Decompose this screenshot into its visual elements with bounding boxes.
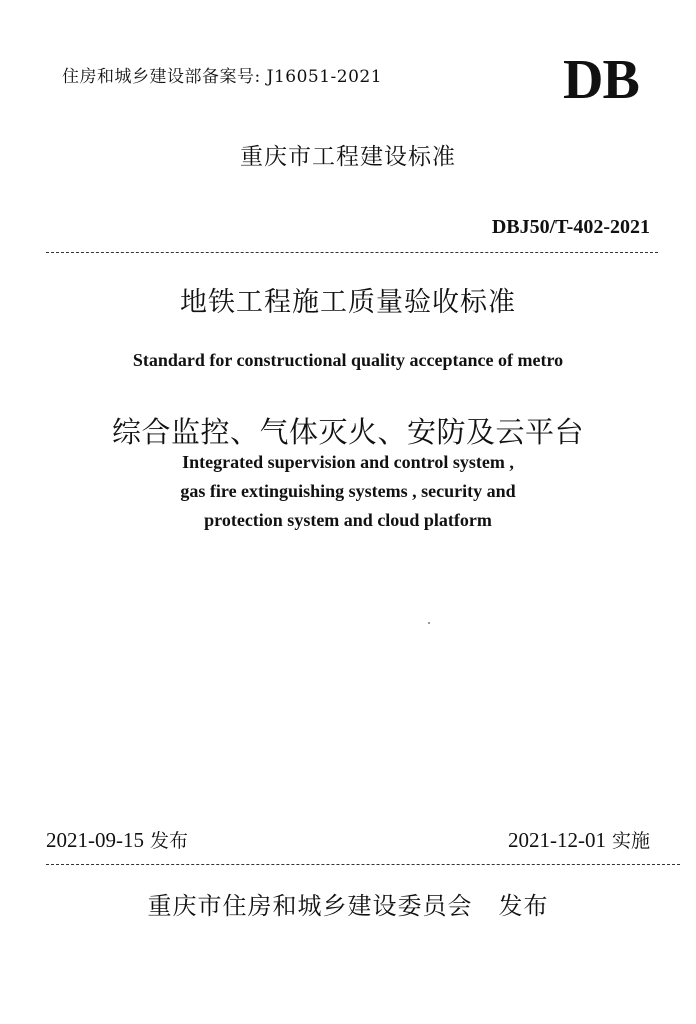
issue-date-value: 2021-09-15 bbox=[46, 828, 144, 852]
db-logo: DB bbox=[563, 49, 639, 111]
main-title-en: Standard for constructional quality acceptance of metro bbox=[132, 350, 564, 370]
issue-date bbox=[46, 826, 188, 853]
subtitle-en-line2: gas fire extinguishing systems , security and bbox=[180, 481, 516, 501]
subtitle-cn: 综合监控、气体灭火、安防及云平台 bbox=[111, 415, 584, 449]
implementation-date bbox=[508, 826, 650, 853]
subtitle-en-line3: protection system and cloud platform bbox=[204, 510, 492, 530]
scan-speck bbox=[428, 622, 430, 624]
issuer-name: 重庆市住房和城乡建设委员会 bbox=[147, 892, 473, 920]
issuer-footer bbox=[0, 886, 696, 921]
publish-label: 发布 bbox=[498, 892, 549, 920]
implementation-date-value: 2021-12-01 bbox=[507, 828, 606, 852]
implementation-label: 实施 bbox=[611, 830, 650, 852]
record-number: 住房和城乡建设部备案号: J16051-2021 bbox=[62, 67, 383, 87]
bottom-divider bbox=[46, 864, 680, 865]
main-title-cn: 地铁工程施工质量验收标准 bbox=[180, 287, 516, 318]
issue-label: 发布 bbox=[150, 830, 189, 852]
subtitle-en-line1: Integrated supervision and control system , bbox=[182, 452, 514, 472]
issuing-region-title: 重庆市工程建设标准 bbox=[240, 144, 456, 170]
standard-number: DBJ50/T-402-2021 bbox=[491, 216, 650, 238]
top-divider bbox=[46, 252, 658, 253]
